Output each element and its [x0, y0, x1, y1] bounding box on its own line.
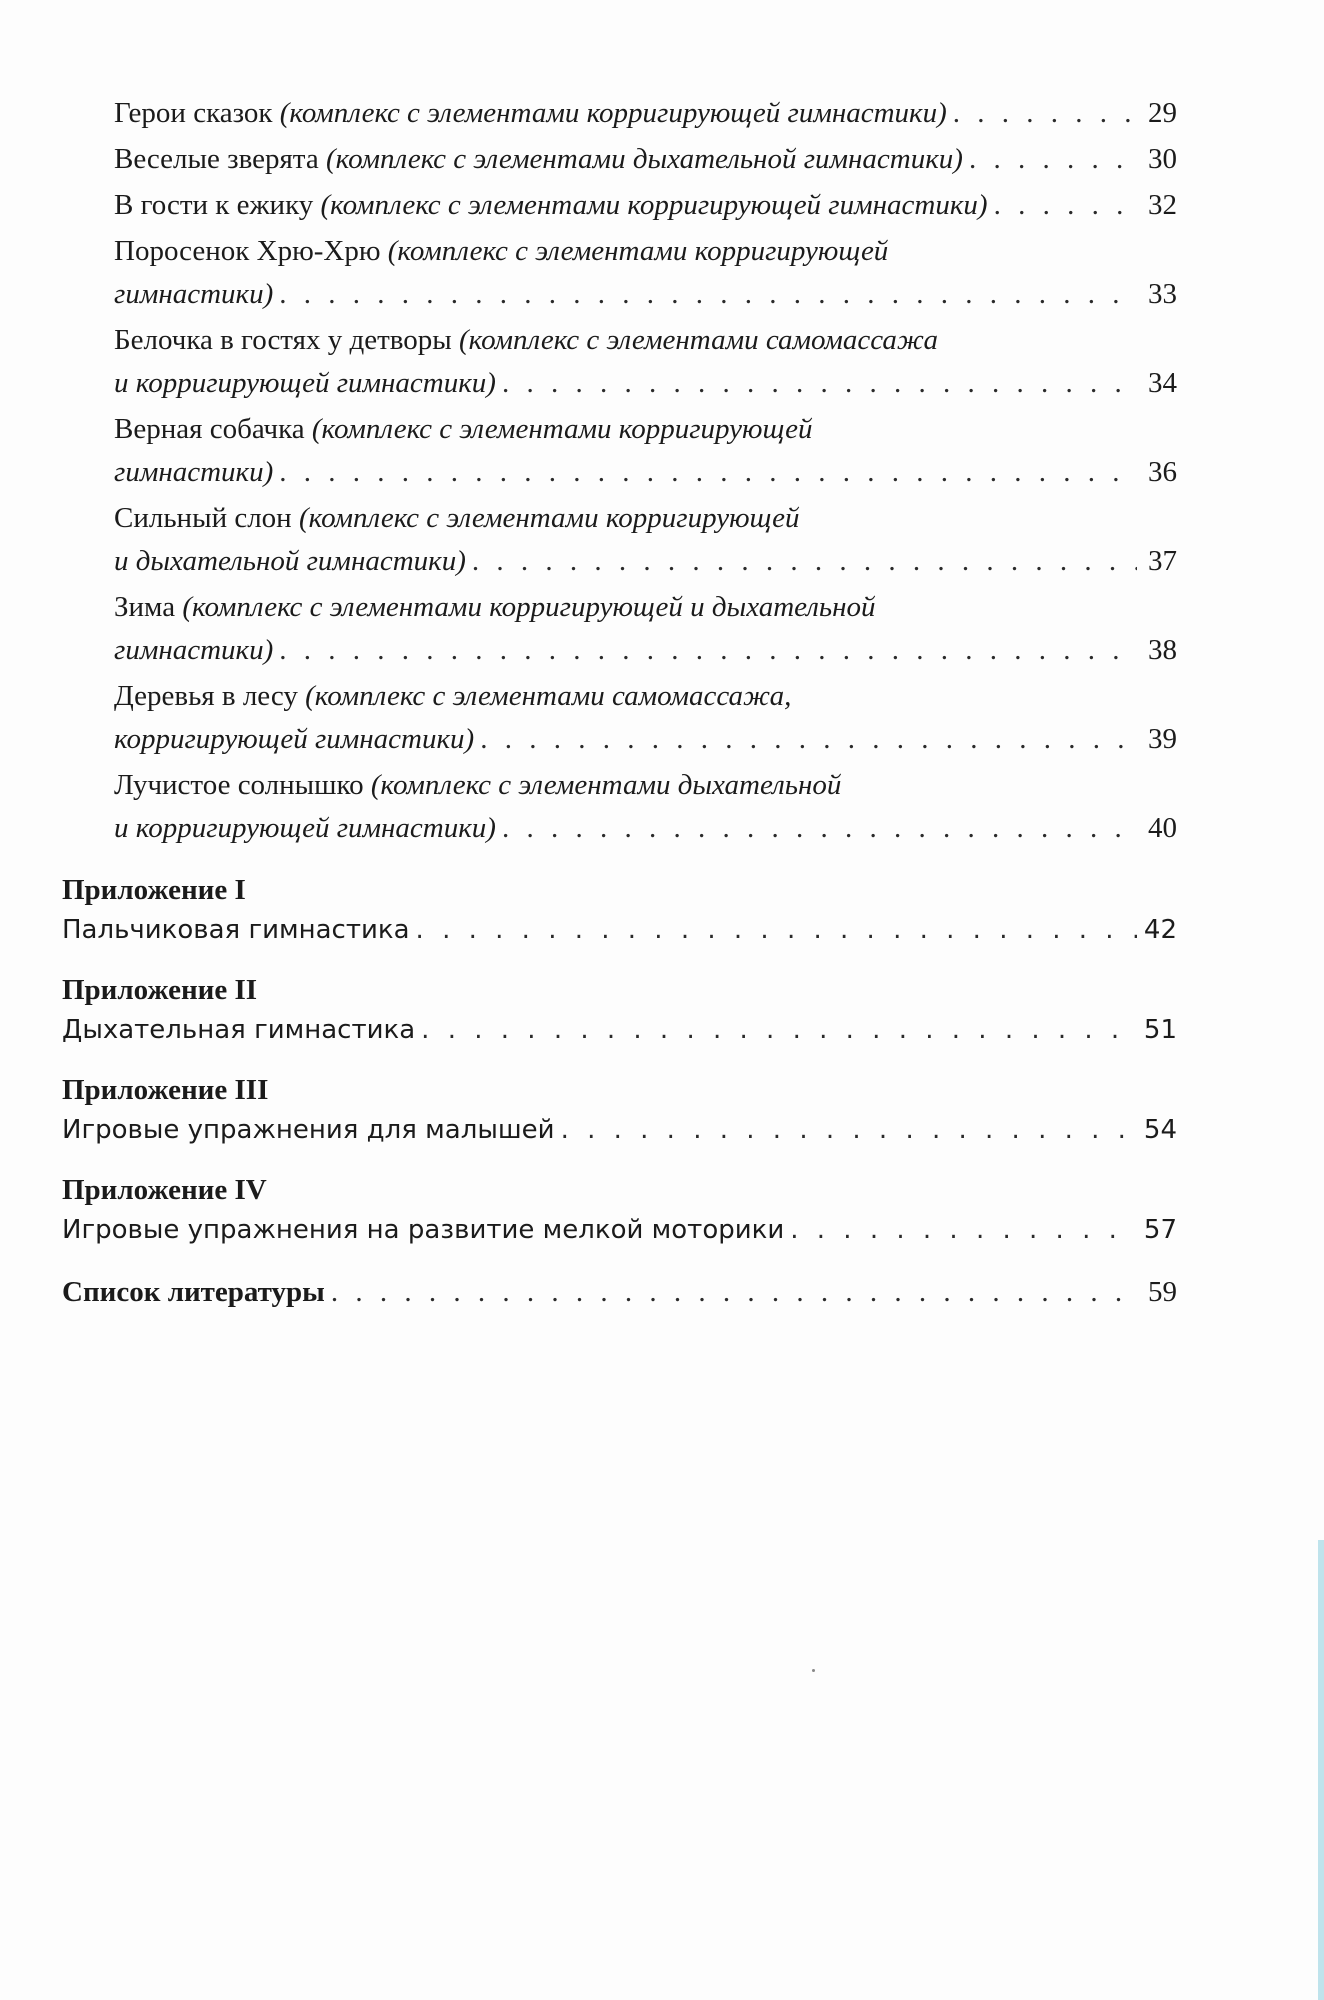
entry-description-cont: и дыхательной гимнастики) — [114, 545, 466, 577]
entry-title: Поросенок Хрю-Хрю — [114, 235, 381, 267]
dot-leader — [502, 362, 1137, 405]
page-number: 57 — [1143, 1215, 1177, 1245]
toc-entry — [62, 138, 1177, 181]
entry-title: Верная собачка — [114, 413, 305, 445]
entry-title: Деревья в лесу — [114, 680, 298, 712]
entry-description: (комплекс с элементами корригирующей гимнастики) — [320, 189, 988, 221]
entry-description-cont: корригирующей гимнастики) — [114, 723, 475, 755]
dot-leader — [279, 273, 1137, 316]
page-number: 29 — [1148, 97, 1177, 129]
entry-title: Зима — [114, 591, 176, 623]
page-number: 38 — [1148, 634, 1177, 666]
entry-description: (комплекс с элементами дыхательной — [370, 769, 842, 801]
appendix-section — [62, 1070, 1177, 1150]
entry-description: (комплекс с элементами самомассажа — [458, 324, 938, 356]
appendix-section — [62, 870, 1177, 950]
appendix-title: Пальчиковая гимнастика — [62, 915, 410, 945]
table-of-contents — [62, 92, 1177, 1312]
dot-leader — [502, 807, 1137, 850]
dot-leader — [416, 910, 1137, 950]
page-number: 59 — [1148, 1276, 1177, 1308]
appendix-section — [62, 1170, 1177, 1250]
scan-speck — [812, 1669, 815, 1672]
dot-leader — [790, 1210, 1137, 1250]
entry-description: (комплекс с элементами корригирующей — [387, 235, 889, 267]
appendix-heading: Приложение II — [62, 974, 258, 1006]
literature-title: Список литературы — [62, 1276, 325, 1308]
entry-description: (комплекс с элементами корригирующей и дыхательной — [182, 591, 876, 623]
entry-title: Герои сказок — [114, 97, 273, 129]
toc-entry — [62, 319, 1177, 405]
entry-description-cont: и корригирующей гимнастики) — [114, 812, 496, 844]
entry-description-cont: гимнастики) — [114, 634, 274, 666]
page-number: 42 — [1143, 915, 1177, 945]
appendix-title: Дыхательная гимнастика — [62, 1015, 416, 1045]
page-number: 39 — [1148, 723, 1177, 755]
literature-entry — [62, 1272, 1177, 1312]
dot-leader — [480, 718, 1137, 761]
entry-description: (комплекс с элементами корригирующей — [298, 502, 800, 534]
entry-description: (комплекс с элементами дыхательной гимнастики) — [325, 143, 963, 175]
dot-leader — [279, 451, 1137, 494]
entry-description-cont: гимнастики) — [114, 456, 274, 488]
dot-leader — [279, 629, 1137, 672]
toc-entry — [62, 764, 1177, 850]
toc-entry — [62, 184, 1177, 227]
entry-description: (комплекс с элементами корригирующей гимнастики) — [279, 97, 947, 129]
appendix-title: Игровые упражнения для малышей — [62, 1115, 555, 1145]
toc-entry — [62, 497, 1177, 583]
entry-description-cont: гимнастики) — [114, 278, 274, 310]
entry-description-cont: и корригирующей гимнастики) — [114, 367, 496, 399]
entry-description: (комплекс с элементами корригирующей — [311, 413, 813, 445]
page-number: 36 — [1148, 456, 1177, 488]
appendix-section — [62, 970, 1177, 1050]
page-number: 30 — [1148, 143, 1177, 175]
entry-title: Белочка в гостях у детворы — [114, 324, 452, 356]
dot-leader — [994, 184, 1137, 227]
toc-entry — [62, 230, 1177, 316]
entry-title: Лучистое солнышко — [114, 769, 364, 801]
appendix-heading: Приложение III — [62, 1074, 269, 1106]
appendix-heading: Приложение IV — [62, 1174, 267, 1206]
toc-entry — [62, 586, 1177, 672]
appendix-heading: Приложение I — [62, 874, 246, 906]
dot-leader — [472, 540, 1137, 583]
appendix-title: Игровые упражнения на развитие мелкой моторики — [62, 1215, 785, 1245]
dot-leader — [331, 1272, 1137, 1312]
page-number: 37 — [1148, 545, 1177, 577]
toc-entry — [62, 675, 1177, 761]
entry-title: Веселые зверята — [114, 143, 319, 175]
page-edge-strip — [1318, 1540, 1324, 2000]
page-number: 33 — [1148, 278, 1177, 310]
page-number: 54 — [1143, 1115, 1177, 1145]
toc-entry — [62, 408, 1177, 494]
dot-leader — [421, 1010, 1137, 1050]
entry-title: В гости к ежику — [114, 189, 314, 221]
page-number: 40 — [1148, 812, 1177, 844]
entry-description: (комплекс с элементами самомассажа, — [305, 680, 792, 712]
page-number: 51 — [1143, 1015, 1177, 1045]
page-number: 32 — [1148, 189, 1177, 221]
entry-title: Сильный слон — [114, 502, 292, 534]
dot-leader — [953, 92, 1137, 135]
dot-leader — [561, 1110, 1137, 1150]
dot-leader — [969, 138, 1137, 181]
toc-entry — [62, 92, 1177, 135]
page-number: 34 — [1148, 367, 1177, 399]
